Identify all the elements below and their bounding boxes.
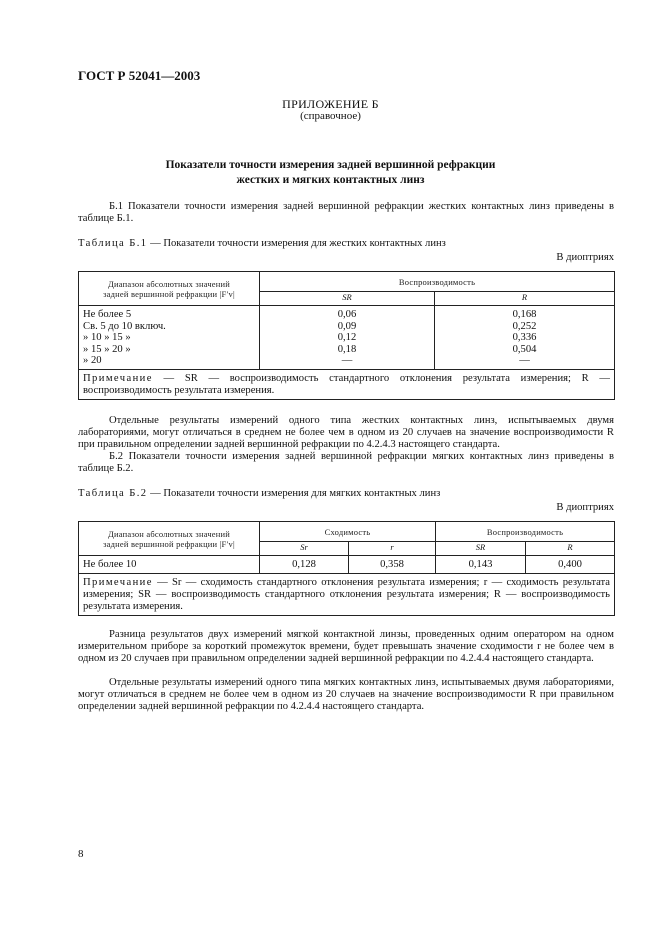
table2-head-range-line1: Диапазон абсолютных значений <box>107 528 231 539</box>
table1-caption-text: — Показатели точности измерения для жестких контактных линз <box>147 238 446 249</box>
table2 <box>78 521 615 616</box>
table1-note-label: Примечание <box>83 372 153 384</box>
table2-head-reproducibility: Воспроизводимость <box>436 522 615 542</box>
table2-units: В диоптриях <box>556 502 614 513</box>
table1-sr-cell: 0,18 <box>337 343 357 355</box>
table1-r-cell: 0,504 <box>512 343 537 355</box>
paragraph-after-table1: Отдельные результаты измерений одного типа жестких контактных линз, испытываемых двумя лабораториями, могут отличаться в среднем не более чем в одном из 20 случаев на значение воспроизводимости R при правильном определении задней вершинной рефракции по 4.2.4.3 настоящего стандарта. <box>78 415 614 451</box>
table1-r-cell: 0,252 <box>512 320 537 332</box>
section-title-line-1: Показатели точности измерения задней вершинной рефракции <box>165 159 496 171</box>
table1-range-cell: » 20 <box>83 355 102 367</box>
table2-head-range-line2: задней вершинной рефракции |F′v| <box>103 538 235 549</box>
paragraph-final-2: Отдельные результаты измерений одного типа мягких контактных линз, испытываемых двумя лабораториями, могут отличаться в среднем не более чем в одном из 20 случаев на значение воспроизводимости R при правильном определении задней вершинной рефракции по 4.2.4.4 настоящего стандарта. <box>78 677 614 713</box>
table2-note-text: — Sr — сходимость стандартного отклонения результата измерения; r — сходимость результата измерения; SR — воспроизводимость стандартного отклонения результата измерения; R — воспроизводимость результата измерения. <box>83 576 610 612</box>
table2-caption-text: — Показатели точности измерения для мягких контактных линз <box>147 488 441 499</box>
table1-range-cell: Св. 5 до 10 включ. <box>83 320 166 332</box>
table1-range-cell: » 15 » 20 » <box>83 343 131 355</box>
table1-head-range-line2: задней вершинной рефракции |F′v| <box>103 288 235 299</box>
table2-SR-cell: 0,143 <box>436 556 526 574</box>
table2-head-R: R <box>526 542 615 556</box>
appendix-title: ПРИЛОЖЕНИЕ Б <box>282 97 379 111</box>
table2-range-cell: Не более 10 <box>79 556 260 574</box>
table2-head-repeatability: Сходимость <box>260 522 436 542</box>
table1-sr-cell: 0,06 <box>337 309 357 320</box>
section-title <box>0 158 661 188</box>
table1-head-r: R <box>435 292 615 306</box>
table1-head-sr: SR <box>260 292 435 306</box>
table1-sr-cell: — <box>341 355 353 367</box>
table1-col-r <box>435 306 615 370</box>
table1-head-range <box>79 272 260 306</box>
page-number: 8 <box>78 848 84 860</box>
table2-note <box>79 573 615 616</box>
table1 <box>78 271 615 400</box>
table2-R-cell: 0,400 <box>526 556 615 574</box>
table1-sr-cell: 0,09 <box>337 320 357 332</box>
table2-head-range <box>79 522 260 556</box>
table1-units: В диоптриях <box>556 252 614 263</box>
table1-head-range-line1: Диапазон абсолютных значений <box>107 278 231 289</box>
table1-caption <box>78 238 446 249</box>
paragraph-b2: Б.2 Показатели точности измерения задней вершинной рефракции мягких контактных линз приведены в таблице Б.2. <box>78 451 614 475</box>
table2-caption-prefix: Таблица Б.2 <box>78 488 148 499</box>
table2-caption <box>78 488 440 499</box>
section-title-line-2: жестких и мягких контактных линз <box>236 174 425 186</box>
table1-range-cell: » 10 » 15 » <box>83 332 131 344</box>
table1-caption-prefix: Таблица Б.1 <box>78 238 148 249</box>
table1-head-reproducibility: Воспроизводимость <box>260 272 615 292</box>
paragraph-b1: Б.1 Показатели точности измерения задней вершинной рефракции жестких контактных линз приведены в таблице Б.1. <box>78 201 614 225</box>
table1-r-cell: 0,336 <box>512 332 537 344</box>
table1-col-range <box>79 306 260 370</box>
appendix-subtitle: (справочное) <box>300 110 361 122</box>
table1-col-sr <box>260 306 435 370</box>
table1-note <box>79 369 615 399</box>
table2-head-SR: SR <box>436 542 526 556</box>
table1-note-text: — SR — воспроизводимость стандартного отклонения результата измерения; R — воспроизводимость результата измерения. <box>83 372 610 397</box>
table2-head-sr-small: Sr <box>260 542 349 556</box>
paragraph-final-1: Разница результатов двух измерений мягкой контактной линзы, проведенных одним оператором на одном измерительном приборе за короткий промежуток времени, будет превышать значение сходимости r не более чем в одном из 20 случаев при правильном определении задней вершинной рефракции по 4.2.4.4 настоящего стандарта. <box>78 629 614 665</box>
table2-r-small-cell: 0,358 <box>349 556 436 574</box>
table2-head-r-small: r <box>349 542 436 556</box>
table1-r-cell: 0,168 <box>512 309 537 320</box>
table2-note-label: Примечание <box>83 576 153 588</box>
table1-r-cell: — <box>519 355 530 367</box>
table1-range-cell: Не более 5 <box>83 309 132 320</box>
doc-header-code: ГОСТ Р 52041—2003 <box>78 68 201 83</box>
table1-sr-cell: 0,12 <box>337 332 357 344</box>
table2-sr-small-cell: 0,128 <box>260 556 349 574</box>
